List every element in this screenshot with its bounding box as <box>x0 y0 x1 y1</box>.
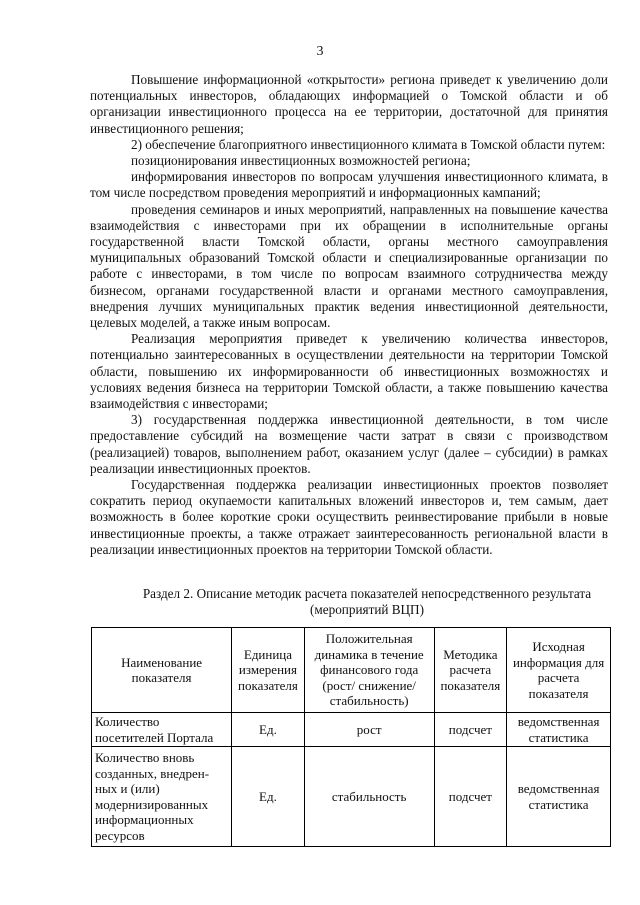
section-title-line: Раздел 2. Описание методик расчета показателей непосредственного результата <box>142 586 592 601</box>
table-row <box>92 747 611 847</box>
paragraph: 2) обеспечение благоприятного инвестиционного климата в Томской области путем: <box>131 136 606 152</box>
table-cell: ведомственная статистика <box>507 713 611 747</box>
header-method: Методика расчета показателя <box>434 628 507 713</box>
body-text <box>90 72 608 558</box>
table-cell: Ед. <box>232 713 305 747</box>
header-dynamics: Положительная динамика в течение финансового года (рост/ снижение/ стабильность) <box>304 628 434 713</box>
table-cell: подсчет <box>434 713 507 747</box>
paragraph: проведения семинаров и иных мероприятий, направленных на повышение качества взаимодействия с инвесторами при их обращении в исполнительные органы государственной власти Томской области, органы местного самоуправления муниципальных образований Томской области и специализированные организации по работе с инвесторами, в том числе по вопросам взаимного сотрудничества между бизнесом, органами государственной власти и органами местного самоуправления, внедрения лучших муниципальных практик ведения инвестиционной деятельности, целевых моделей, а также иным вопросам. <box>90 201 608 331</box>
table-row <box>92 713 611 747</box>
page-number: 3 <box>316 44 324 59</box>
section-title-line: (мероприятий ВЦП) <box>310 602 424 617</box>
paragraph: 3) государственная поддержка инвестиционной деятельности, в том числе предоставление субсидий на возмещение части затрат в связи с производством (реализацией) товаров, выполнением работ, оказанием услуг (далее – субсидии) в рамках реализации инвестиционных проектов. <box>90 412 608 476</box>
table-header-row <box>92 628 611 713</box>
section-title <box>120 586 614 618</box>
paragraph: информирования инвесторов по вопросам улучшения инвестиционного климата, в том числе посредством проведения мероприятий и информационных кампаний; <box>90 169 608 201</box>
header-unit: Единица измерения показателя <box>232 628 305 713</box>
paragraph: Государственная поддержка реализации инвестиционных проектов позволяет сократить период окупаемости капитальных вложений инвесторов и, тем самым, дает возможность в более короткие сроки осуществить реинвестирование прибыли в новые инвестиционные проекты, а также отражает заинтересованность региональной власти в реализации инвестиционных проектов на территории Томской области. <box>90 477 608 557</box>
header-indicator-name: Наименование показателя <box>92 628 232 713</box>
table-cell: подсчет <box>434 747 507 847</box>
paragraph: Повышение информационной «открытости» региона приведет к увеличению доли потенциальных инвесторов, обладающих информацией о Томской области и об организации инвестиционного процесса на ее территории, достаточной для принятия инвестиционного решения; <box>90 72 608 136</box>
table-cell: рост <box>304 713 434 747</box>
table-cell: Количество посетителей Портала <box>92 713 232 747</box>
table-cell: Количество вновь созданных, внедрен-ных и (или) модернизированных информационных ресурсов <box>92 747 232 847</box>
table-cell: ведомственная статистика <box>507 747 611 847</box>
indicators-table <box>91 627 611 847</box>
header-source: Исходная информация для расчета показателя <box>507 628 611 713</box>
table-cell: Ед. <box>232 747 305 847</box>
paragraph: Реализация мероприятия приведет к увеличению количества инвесторов, потенциально заинтересованных в осуществлении деятельности на территории Томской области, повышению их информированности об инвестиционных возможностях и условиях ведения бизнеса на территории Томской области, а также повышению качества взаимодействия с инвесторами; <box>90 331 608 412</box>
table-cell: стабильность <box>304 747 434 847</box>
paragraph: позиционирования инвестиционных возможностей региона; <box>131 153 471 169</box>
